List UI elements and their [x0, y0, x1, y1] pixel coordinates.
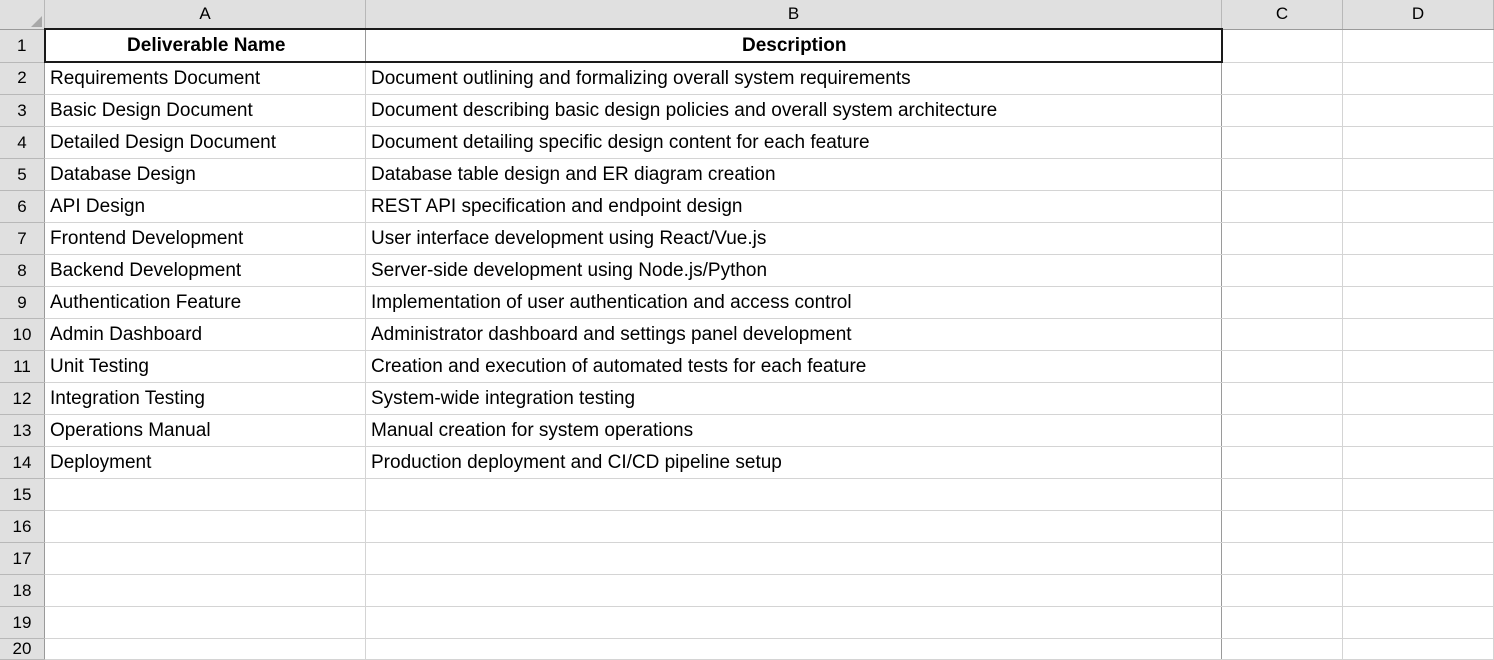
cell-A5[interactable]: Database Design [45, 159, 366, 191]
cell-A8[interactable]: Backend Development [45, 255, 366, 287]
cell-D1[interactable] [1343, 29, 1494, 62]
cell-C6[interactable] [1222, 191, 1343, 223]
cell-B14[interactable]: Production deployment and CI/CD pipeline setup [366, 447, 1222, 479]
row-header-3[interactable]: 3 [0, 95, 45, 127]
cell-C13[interactable] [1222, 415, 1343, 447]
row-header-16[interactable]: 16 [0, 511, 45, 543]
cell-C3[interactable] [1222, 95, 1343, 127]
cell-A14[interactable]: Deployment [45, 447, 366, 479]
cell-A1[interactable]: Deliverable Name [45, 29, 366, 62]
cell-D3[interactable] [1343, 95, 1494, 127]
cell-C11[interactable] [1222, 351, 1343, 383]
select-all-triangle-icon [31, 16, 42, 27]
cell-A11[interactable]: Unit Testing [45, 351, 366, 383]
table-row [0, 191, 1494, 223]
table-row [0, 319, 1494, 351]
row-header-15[interactable]: 15 [0, 479, 45, 511]
cell-C7[interactable] [1222, 223, 1343, 255]
row-header-18[interactable]: 18 [0, 575, 45, 607]
row-header-10[interactable]: 10 [0, 319, 45, 351]
table-row [0, 607, 1494, 639]
table-row [0, 127, 1494, 159]
cell-D5[interactable] [1343, 159, 1494, 191]
cell-C4[interactable] [1222, 127, 1343, 159]
table-row [0, 159, 1494, 191]
cell-C15[interactable] [1222, 479, 1343, 511]
cell-A6[interactable]: API Design [45, 191, 366, 223]
cell-B7[interactable]: User interface development using React/Vue.js [366, 223, 1222, 255]
row-header-2[interactable]: 2 [0, 62, 45, 95]
cell-B10[interactable]: Administrator dashboard and settings panel development [366, 319, 1222, 351]
cell-C5[interactable] [1222, 159, 1343, 191]
cell-B5[interactable]: Database table design and ER diagram creation [366, 159, 1222, 191]
cell-A4[interactable]: Detailed Design Document [45, 127, 366, 159]
cell-D16[interactable] [1343, 511, 1494, 543]
row-header-13[interactable]: 13 [0, 415, 45, 447]
cell-C9[interactable] [1222, 287, 1343, 319]
cell-D11[interactable] [1343, 351, 1494, 383]
cell-B1[interactable]: Description [366, 29, 1222, 62]
cell-C12[interactable] [1222, 383, 1343, 415]
cell-B20[interactable] [366, 639, 1222, 660]
row-header-11[interactable]: 11 [0, 351, 45, 383]
row-header-17[interactable]: 17 [0, 543, 45, 575]
cell-B9[interactable]: Implementation of user authentication and access control [366, 287, 1222, 319]
cell-D20[interactable] [1343, 639, 1494, 660]
row-header-14[interactable]: 14 [0, 447, 45, 479]
cell-A13[interactable]: Operations Manual [45, 415, 366, 447]
cell-D2[interactable] [1343, 62, 1494, 95]
cell-C16[interactable] [1222, 511, 1343, 543]
cell-A10[interactable]: Admin Dashboard [45, 319, 366, 351]
cell-B3[interactable]: Document describing basic design policies and overall system architecture [366, 95, 1222, 127]
table-row [0, 415, 1494, 447]
cell-C20[interactable] [1222, 639, 1343, 660]
cell-B16[interactable] [366, 511, 1222, 543]
cell-A15[interactable] [45, 479, 366, 511]
cell-C18[interactable] [1222, 575, 1343, 607]
cell-D18[interactable] [1343, 575, 1494, 607]
table-row [0, 29, 1494, 62]
cell-A20[interactable] [45, 639, 366, 660]
row-header-19[interactable]: 19 [0, 607, 45, 639]
select-all-corner[interactable] [0, 0, 45, 29]
table-row [0, 351, 1494, 383]
cell-D15[interactable] [1343, 479, 1494, 511]
table-row [0, 62, 1494, 95]
table-row [0, 287, 1494, 319]
cell-A2[interactable]: Requirements Document [45, 62, 366, 95]
cell-A7[interactable]: Frontend Development [45, 223, 366, 255]
cell-B6[interactable]: REST API specification and endpoint design [366, 191, 1222, 223]
row-header-5[interactable]: 5 [0, 159, 45, 191]
cell-D17[interactable] [1343, 543, 1494, 575]
row-header-4[interactable]: 4 [0, 127, 45, 159]
table-row [0, 223, 1494, 255]
column-header-d[interactable]: D [1343, 0, 1494, 29]
cell-C19[interactable] [1222, 607, 1343, 639]
table-row [0, 255, 1494, 287]
cell-B19[interactable] [366, 607, 1222, 639]
cell-A19[interactable] [45, 607, 366, 639]
cell-D6[interactable] [1343, 191, 1494, 223]
cell-C2[interactable] [1222, 62, 1343, 95]
row-header-8[interactable]: 8 [0, 255, 45, 287]
row-header-6[interactable]: 6 [0, 191, 45, 223]
cell-D9[interactable] [1343, 287, 1494, 319]
cell-B17[interactable] [366, 543, 1222, 575]
cell-A12[interactable]: Integration Testing [45, 383, 366, 415]
cell-B4[interactable]: Document detailing specific design content for each feature [366, 127, 1222, 159]
row-header-9[interactable]: 9 [0, 287, 45, 319]
table-row [0, 639, 1494, 660]
table-row [0, 479, 1494, 511]
table-row [0, 95, 1494, 127]
cell-B12[interactable]: System-wide integration testing [366, 383, 1222, 415]
table-row [0, 543, 1494, 575]
row-header-7[interactable]: 7 [0, 223, 45, 255]
column-header-a[interactable]: A [45, 0, 366, 29]
cell-D12[interactable] [1343, 383, 1494, 415]
cell-B2[interactable]: Document outlining and formalizing overall system requirements [366, 62, 1222, 95]
cell-D10[interactable] [1343, 319, 1494, 351]
cell-A17[interactable] [45, 543, 366, 575]
row-header-20[interactable]: 20 [0, 639, 45, 660]
cell-A3[interactable]: Basic Design Document [45, 95, 366, 127]
cell-D14[interactable] [1343, 447, 1494, 479]
cell-A9[interactable]: Authentication Feature [45, 287, 366, 319]
row-header-12[interactable]: 12 [0, 383, 45, 415]
cell-A18[interactable] [45, 575, 366, 607]
cell-B11[interactable]: Creation and execution of automated tests for each feature [366, 351, 1222, 383]
cell-C10[interactable] [1222, 319, 1343, 351]
table-row [0, 511, 1494, 543]
table-row [0, 575, 1494, 607]
cell-B8[interactable]: Server-side development using Node.js/Python [366, 255, 1222, 287]
cell-B15[interactable] [366, 479, 1222, 511]
cell-B18[interactable] [366, 575, 1222, 607]
cell-D8[interactable] [1343, 255, 1494, 287]
cell-B13[interactable]: Manual creation for system operations [366, 415, 1222, 447]
cell-C17[interactable] [1222, 543, 1343, 575]
cell-D19[interactable] [1343, 607, 1494, 639]
cell-C1[interactable] [1222, 29, 1343, 62]
column-header-b[interactable]: B [366, 0, 1222, 29]
cell-D13[interactable] [1343, 415, 1494, 447]
column-header-c[interactable]: C [1222, 0, 1343, 29]
cell-D7[interactable] [1343, 223, 1494, 255]
column-header-row [0, 0, 1494, 29]
cell-D4[interactable] [1343, 127, 1494, 159]
table-row [0, 383, 1494, 415]
cell-C14[interactable] [1222, 447, 1343, 479]
table-row [0, 447, 1494, 479]
cell-A16[interactable] [45, 511, 366, 543]
row-header-1[interactable]: 1 [0, 29, 45, 62]
cell-C8[interactable] [1222, 255, 1343, 287]
